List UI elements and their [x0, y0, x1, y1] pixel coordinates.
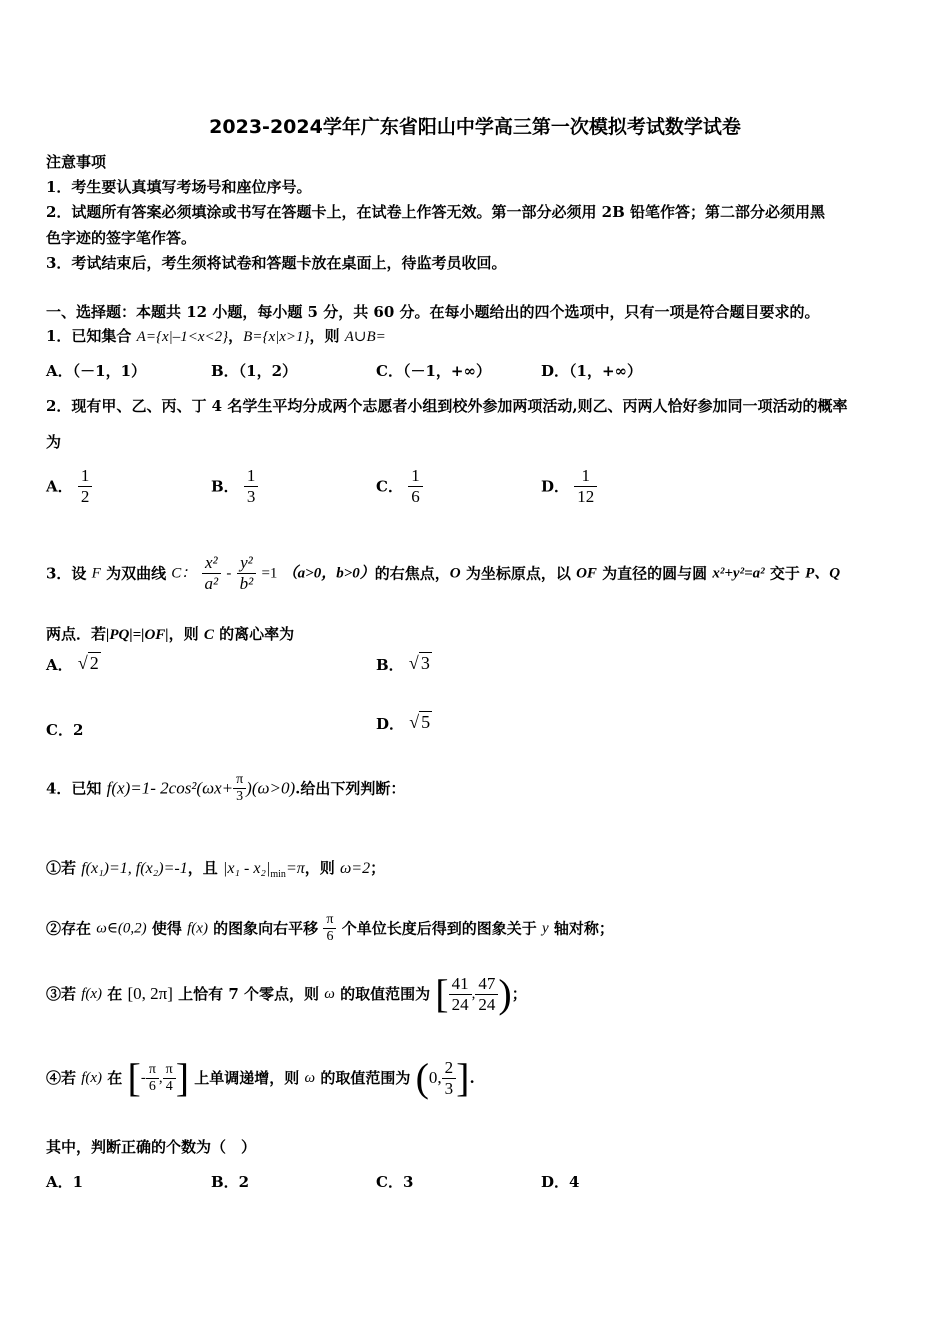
- q3-a-label: A．: [46, 656, 73, 674]
- q4-suffix: .给出下列判断：: [295, 779, 406, 798]
- q3-y2: y²: [240, 553, 253, 572]
- q2-d-num: 1: [581, 466, 590, 485]
- s3-n2: 47: [478, 973, 496, 993]
- q3-mid3: 为坐标原点，以: [460, 564, 577, 583]
- s4-n: 2: [444, 1057, 454, 1077]
- s4-frac-1: [146, 1062, 159, 1095]
- q4-statement-3: [46, 970, 527, 1018]
- q3-b-radicand: 3: [420, 653, 430, 673]
- s4-e: .: [469, 1069, 475, 1087]
- q1-option-a: A．（－1，1）: [46, 362, 147, 380]
- q3-x2: x²: [205, 553, 218, 572]
- s1-and: ，且: [187, 859, 223, 877]
- q2-b-label: B．: [211, 477, 239, 496]
- s3-left-bracket: [: [435, 971, 449, 1016]
- s2-y: y: [541, 920, 549, 937]
- s4-six: 6: [146, 1078, 159, 1095]
- s4-b: 在: [102, 1069, 128, 1087]
- s4-left-bracket: [: [127, 1055, 141, 1100]
- s2-six: 6: [323, 928, 336, 945]
- s3-e: ；: [511, 985, 527, 1003]
- q3-line2-a: 两点．若: [46, 625, 107, 643]
- s4-right-bracket: ]: [175, 1055, 190, 1100]
- q4-prefix: 4．已知: [46, 779, 107, 798]
- s4-den: 3: [442, 1078, 457, 1099]
- q2-b-num: 1: [246, 466, 256, 485]
- q2-option-c: [376, 466, 423, 507]
- notice-item-2-cont: 色字迹的签字笔作答。: [46, 229, 197, 247]
- s2-e: 轴对称；: [548, 919, 614, 938]
- q3-eq-one: =1: [261, 565, 278, 582]
- q2-c-den: 6: [408, 486, 423, 507]
- q3-d-sqrt: √ 5: [409, 712, 431, 732]
- s4-minus: -: [140, 1070, 146, 1086]
- s2-pi-over-6: [323, 912, 336, 945]
- q3-b2: b²: [237, 573, 257, 594]
- q3-d-label: D．: [376, 715, 405, 733]
- q1-sep: ，: [228, 327, 244, 345]
- q3-line2-c: 的离心率为: [213, 625, 295, 643]
- q3-mid5: 交于: [764, 564, 806, 583]
- q3-line2-c-var: C: [203, 627, 214, 643]
- section-heading: 一、选择题：本题共 12 小题，每小题 5 分，共 60 分。在每小题给出的四个选项中，只有一项是符合题目要求的。: [46, 303, 820, 321]
- s4-zero: 0,: [428, 1068, 442, 1087]
- s3-n1: 41: [451, 973, 469, 993]
- q2-c-label: C．: [376, 477, 403, 496]
- q3-mid4: 为直径的圆与圆: [596, 564, 713, 583]
- q1-prefix: 1．已知集合: [46, 327, 137, 345]
- s4-pi1: π: [148, 1061, 156, 1077]
- question-2-stem: 2．现有甲、乙、丙、丁 4 名学生平均分成两个志愿者小组到校外参加两项活动,则乙、丙两人恰好参加同一项活动的概率: [46, 397, 848, 415]
- s4-prefix: ④若: [46, 1069, 82, 1087]
- notice-heading: 注意事项: [46, 153, 107, 171]
- s3-prefix: ③若: [46, 985, 82, 1003]
- question-4-stem: [46, 772, 405, 805]
- q1-expr: A∪B=: [344, 329, 386, 345]
- s3-d2: 24: [475, 994, 498, 1015]
- q3-line2-b: ，则: [168, 625, 204, 643]
- s3-comma: ,: [471, 986, 476, 1002]
- s1-w: ω=2: [339, 860, 371, 877]
- s3-frac-1: [449, 974, 472, 1015]
- q3-mid2: 的右焦点，: [374, 564, 450, 583]
- s4-d: 的取值范围为: [315, 1069, 416, 1087]
- s4-four: 4: [163, 1078, 176, 1095]
- q4-pi-over-3: [233, 772, 246, 805]
- q2-c-num: 1: [411, 466, 420, 485]
- q2-d-label: D．: [541, 477, 570, 496]
- q3-mid1: 为双曲线: [100, 564, 172, 583]
- s2-c: 的图象向右平移: [207, 919, 324, 938]
- s4-f: f(x): [81, 1070, 103, 1086]
- s4-comma: ,: [158, 1070, 163, 1086]
- q3-c: C：: [171, 565, 197, 582]
- s1-eq: =π: [285, 860, 305, 877]
- s2-f: f(x): [187, 920, 208, 937]
- s4-left-paren: (: [415, 1055, 429, 1100]
- s4-frac-3: [442, 1058, 457, 1099]
- q2-option-b: [211, 466, 258, 507]
- q2-b-fraction: [244, 466, 259, 507]
- q4-ask: 其中，判断正确的个数为（ ）: [46, 1138, 257, 1156]
- s3-f: f(x): [81, 986, 103, 1002]
- q4-pi: π: [236, 772, 244, 787]
- q3-option-c: C．2: [46, 721, 84, 739]
- q3-b-label: B．: [376, 656, 404, 674]
- s3-d1: 24: [449, 994, 472, 1015]
- s2-w: ω∈(0,2): [96, 920, 147, 937]
- q2-a-den: 2: [78, 486, 93, 507]
- s3-b: 在: [102, 985, 128, 1003]
- q3-option-b: [376, 653, 432, 675]
- q1-mid: ，则: [309, 327, 345, 345]
- q4-statement-4: [46, 1054, 475, 1102]
- q3-x-frac: [202, 553, 222, 594]
- s2-prefix: ②存在: [46, 919, 97, 938]
- q1-option-b: B．（1，2）: [211, 362, 298, 380]
- q3-cond: （a>0，b>0）: [282, 565, 375, 582]
- question-3-stem: [46, 553, 840, 594]
- q4-option-b: B．2: [211, 1173, 250, 1191]
- q3-b-sqrt: √ 3: [408, 653, 430, 673]
- question-1-stem: [46, 326, 386, 347]
- s3-w: ω: [324, 986, 335, 1002]
- q3-o: O: [449, 565, 461, 582]
- q1-set-b: B={x|x>1}: [243, 329, 310, 345]
- s3-c: 上恰有 7 个零点，则: [172, 985, 325, 1003]
- s1-then: ，则: [304, 859, 340, 877]
- q3-of: OF: [576, 565, 597, 582]
- q3-a-sqrt: √ 2: [77, 653, 99, 673]
- q2-c-fraction: [408, 466, 423, 507]
- s4-right-bracket-2: ]: [456, 1055, 470, 1100]
- q2-d-den: 12: [574, 486, 597, 507]
- notice-item-2: 2．试题所有答案必须填涂或书写在答题卡上，在试卷上作答无效。第一部分必须用 2B 铅笔作答；第二部分必须用黑: [46, 203, 826, 221]
- q4-func: f(x)=1- 2cos²(ωx+: [106, 778, 234, 798]
- q1-option-d: D．（1，+∞）: [541, 362, 643, 380]
- q1-set-a: A={x|–1<x<2}: [136, 329, 229, 345]
- s3-right-paren: ): [498, 971, 512, 1016]
- s2-d: 个单位长度后得到的图象关于: [336, 919, 542, 938]
- s2-b: 使得: [146, 919, 188, 938]
- q2-a-num: 1: [80, 466, 90, 485]
- q3-pq: P、Q: [805, 565, 841, 582]
- notice-item-3: 3．考试结束后，考生须将试卷和答题卡放在桌面上，待监考员收回。: [46, 254, 507, 272]
- q4-option-a: A．1: [46, 1173, 84, 1191]
- q4-three: 3: [233, 788, 246, 805]
- q3-y-frac: [237, 553, 257, 594]
- question-3-stem-cont: [46, 624, 294, 645]
- q3-a-radicand: 2: [89, 653, 99, 673]
- q4-func-end: )(ω>0): [246, 778, 296, 798]
- notice-item-1: 1．考生要认真填写考场号和座位序号。: [46, 178, 312, 196]
- s3-interval: [0, 2π]: [127, 984, 173, 1003]
- q4-statement-2: [46, 912, 614, 945]
- s4-w: ω: [304, 1070, 316, 1086]
- q1-option-c: C．（－1，+∞）: [376, 362, 491, 380]
- s4-frac-2: [163, 1062, 176, 1095]
- q2-b-den: 3: [244, 486, 259, 507]
- q3-circle: x²+y²=a²: [712, 565, 765, 582]
- q2-d-fraction: [574, 466, 597, 507]
- s1-end: ；: [370, 859, 386, 877]
- q2-option-d: [541, 466, 597, 507]
- q3-line2-expr: |PQ|=|OF|: [106, 627, 169, 643]
- question-2-stem-cont: 为: [46, 433, 62, 451]
- s3-frac-2: [475, 974, 498, 1015]
- q3-a2: a²: [202, 573, 222, 594]
- s2-pi: π: [326, 912, 334, 927]
- q4-option-d: D．4: [541, 1173, 580, 1191]
- q3-f: F: [91, 565, 101, 582]
- q2-option-a: [46, 466, 92, 507]
- q3-option-d: [376, 712, 432, 734]
- s3-d: 的取值范围为: [334, 985, 436, 1003]
- s4-pi2: π: [165, 1061, 173, 1077]
- q4-statement-1: [46, 858, 385, 885]
- s4-c: 上单调递增，则: [189, 1069, 305, 1087]
- q3-option-a: [46, 653, 101, 675]
- s1-prefix: ①若: [46, 859, 82, 877]
- q3-minus: -: [226, 565, 232, 582]
- page-title: 2023-2024学年广东省阳山中学高三第一次模拟考试数学试卷: [209, 116, 741, 138]
- q4-option-c: C．3: [376, 1173, 414, 1191]
- q2-a-label: A．: [46, 477, 73, 496]
- q3-d-radicand: 5: [421, 712, 431, 732]
- s1-min: min: [270, 869, 286, 880]
- q2-a-fraction: [78, 466, 93, 507]
- s1-expr: f(x₁)=1, f(x₂)=-1: [81, 860, 188, 877]
- s1-abs: |x₁ - x₂|: [222, 860, 271, 877]
- q3-prefix: 3．设: [46, 564, 92, 583]
